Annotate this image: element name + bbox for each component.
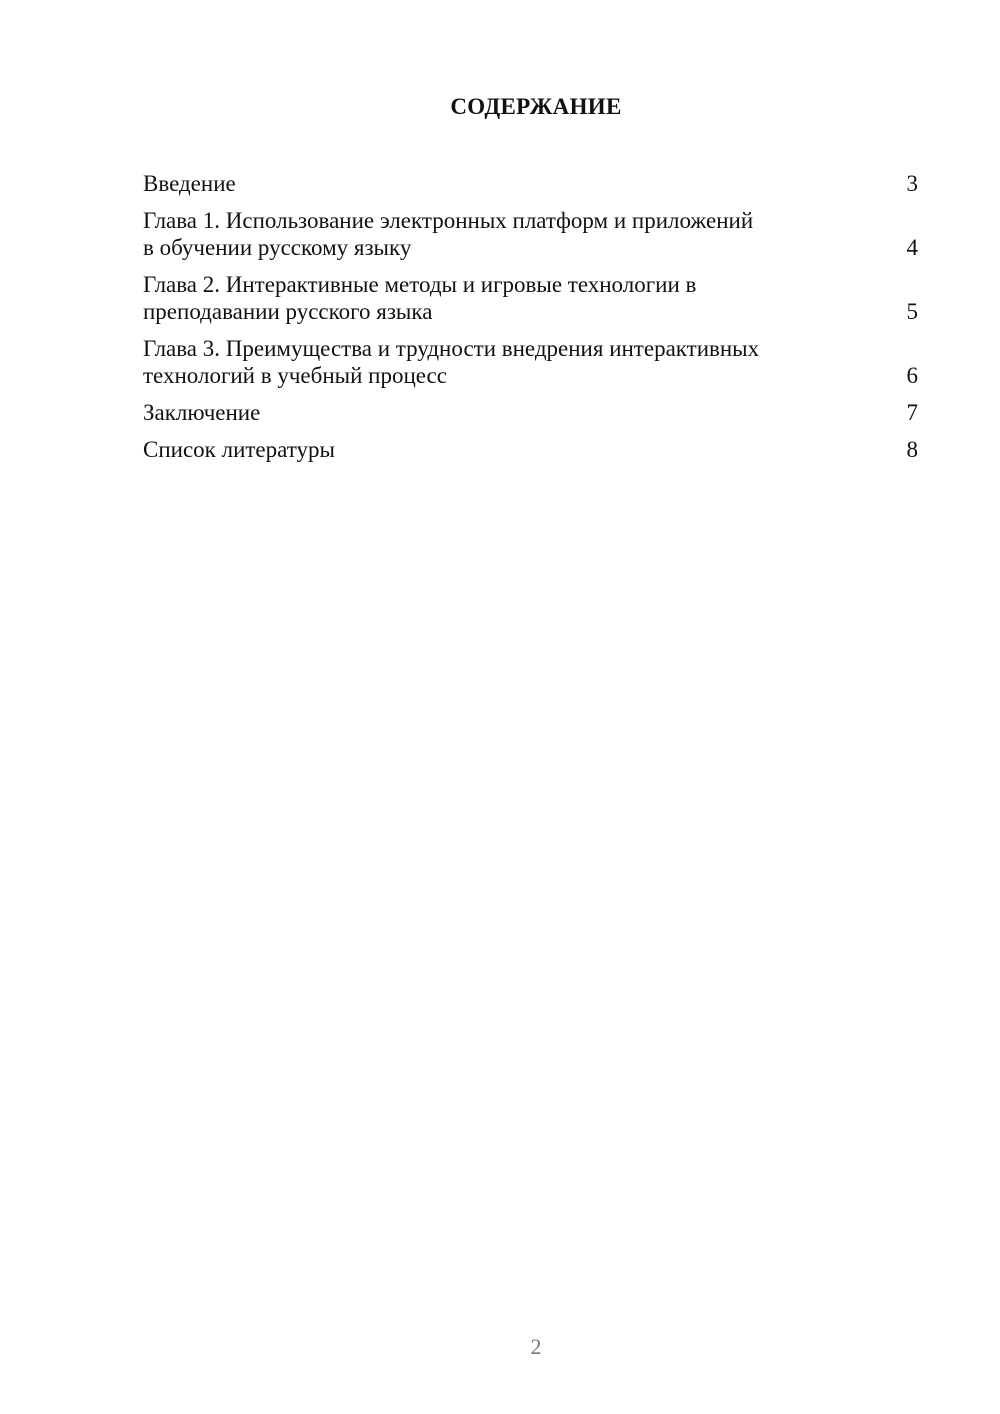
toc-entry-page: 6 [906, 363, 918, 388]
table-of-contents [143, 170, 918, 473]
toc-entry-label [143, 399, 833, 426]
toc-entry-line: Глава 1. Использование электронных платформ и приложений [143, 208, 754, 233]
toc-entry-line: Список литературы [143, 437, 335, 462]
toc-entry-references [143, 436, 918, 463]
toc-entry-page: 8 [906, 437, 918, 462]
toc-entry-label [143, 335, 833, 389]
toc-entry-page: 3 [906, 171, 918, 196]
toc-title: СОДЕРЖАНИЕ [450, 94, 622, 119]
toc-entry-line: Заключение [143, 400, 261, 425]
toc-entry-label [143, 207, 833, 261]
toc-entry-line: технологий в учебный процесс [143, 363, 447, 388]
toc-entry-line: Глава 2. Интерактивные методы и игровые технологии в [143, 272, 697, 297]
toc-entry-label [143, 271, 833, 325]
toc-entry-page: 5 [906, 299, 918, 324]
toc-entry-line: преподавании русского языка [143, 299, 433, 324]
toc-entry-label [143, 170, 833, 197]
toc-entry-chapter-2 [143, 271, 918, 325]
toc-entry-chapter-3 [143, 335, 918, 389]
toc-entry-page: 7 [906, 400, 918, 425]
toc-entry-introduction [143, 170, 918, 197]
page-number: 2 [530, 1334, 542, 1359]
toc-entry-label [143, 436, 833, 463]
toc-entry-page: 4 [906, 235, 918, 260]
toc-entry-chapter-1 [143, 207, 918, 261]
toc-entry-conclusion [143, 399, 918, 426]
toc-entry-line: Глава 3. Преимущества и трудности внедрения интерактивных [143, 336, 760, 361]
toc-entry-line: Введение [143, 171, 236, 196]
toc-entry-line: в обучении русскому языку [143, 235, 412, 260]
